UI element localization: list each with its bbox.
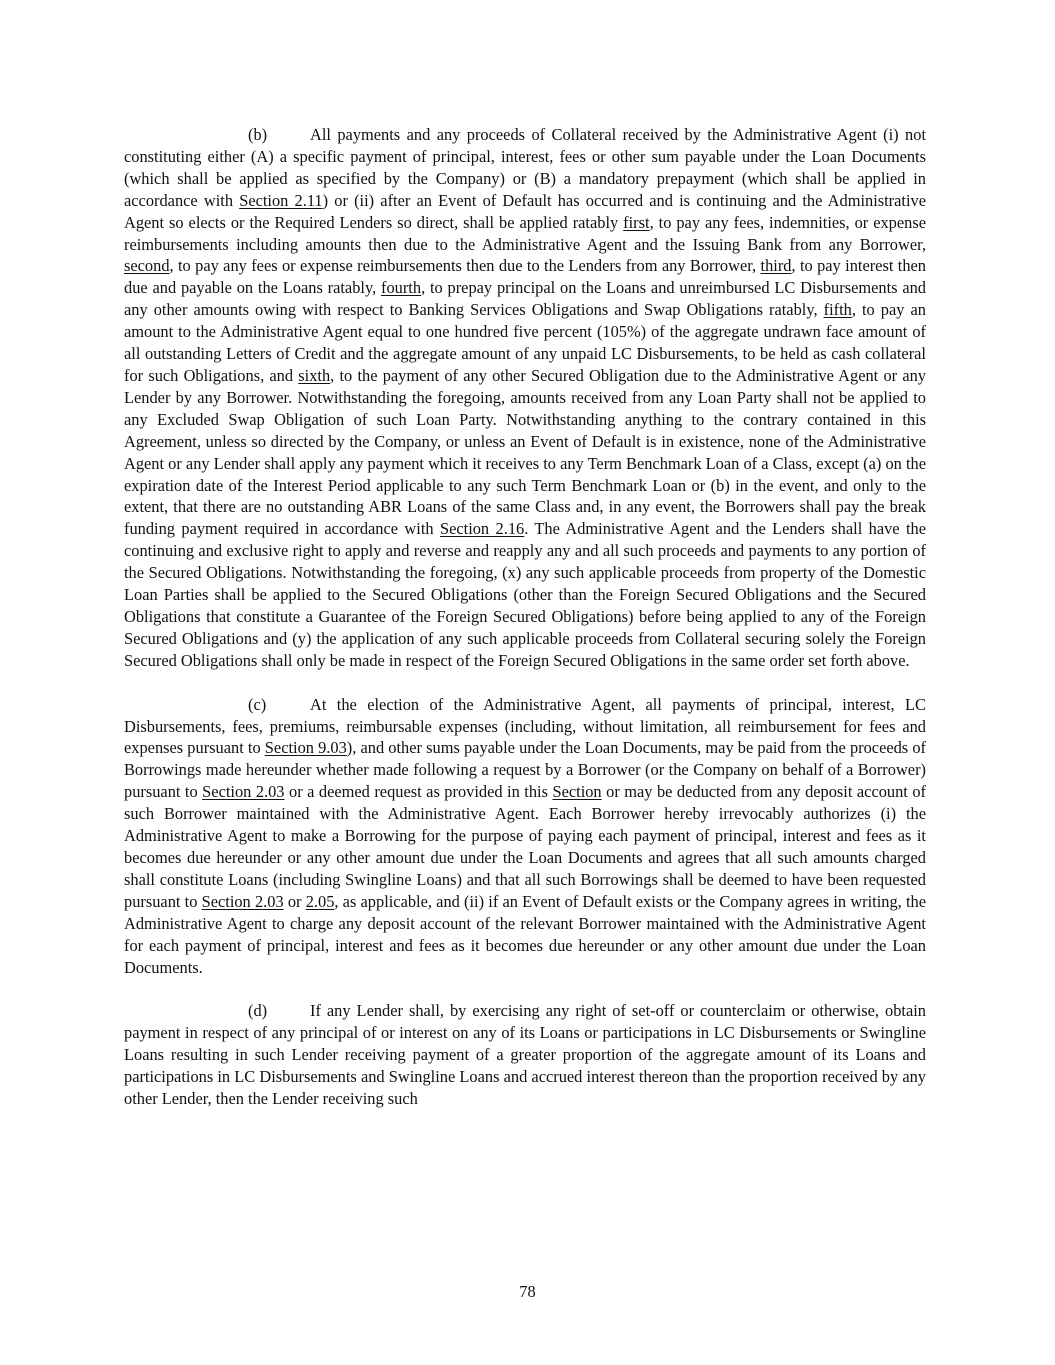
- ordinal-first: first: [623, 212, 650, 232]
- ordinal-third: third: [760, 256, 792, 276]
- text-run: , to pay an amount to the Administrative Agent equal to one hundred five percent (105%) of the aggregate undrawn face amount of all outstanding Letters of Credit and the aggregate amount of any unpaid LC Disbursements, to be held as cash collateral for such Obligations, and: [124, 300, 926, 385]
- text-run: , to prepay principal on the Loans and unreimbursed LC Disbursements and any other amounts owing with respect to Banking Services Obligations and Swap Obligations ratably,: [124, 278, 926, 320]
- section-ref-9-03[interactable]: Section 9.03: [264, 738, 347, 758]
- ordinal-fourth: fourth: [381, 278, 422, 298]
- paragraph-c: [124, 694, 926, 979]
- text-run: , to the payment of any other Secured Obligation due to the Administrative Agent or any Lender by any Borrower. Notwithstanding the foregoing, amounts received from any Loan Party shall not be applied to any Excluded Swap Obligation of such Loan Party. Notwithstanding anything to the contrary contained in this Agreement, unless so directed by the Company, or unless an Event of Default is in existence, none of the Administrative Agent or any Lender shall apply any payment which it receives to any Term Benchmark Loan of a Class, except (a) on the expiration date of the Interest Period applicable to any such Term Benchmark Loan or (b) in the event, and only to the extent, that there are no outstanding ABR Loans of the same Class and, in any event, the Borrowers shall pay the break funding payment required in accordance with: [124, 365, 926, 539]
- text-run: All payments and any proceeds of Collateral received by the Administrative Agent (i) not constituting either (A) a specific payment of principal, interest, fees or other sum payable under the Loan Documents (which shall be applied as specified by the Company) or (B) a mandatory prepayment (which shall be applied in accordance with: [124, 125, 926, 210]
- section-ref-2-11[interactable]: Section 2.11: [239, 190, 323, 210]
- page-number: 78: [519, 1282, 536, 1301]
- paragraph-d-text: [124, 1000, 926, 1110]
- text-run: At the election of the Administrative Agent, all payments of principal, interest, LC Disbursements, fees, premiums, reimbursable expenses (including, without limitation, all reimbursement for fees and expenses pursuant to: [124, 694, 926, 758]
- paragraph-label: (d): [248, 1001, 268, 1021]
- paragraph-b-text: [124, 124, 926, 672]
- section-ref-2-05[interactable]: 2.05: [305, 891, 335, 911]
- text-run: , as applicable, and (ii) if an Event of Default exists or the Company agrees in writing, the Administrative Agent to charge any deposit account of the relevant Borrower maintained with the Administrative Agent for each payment of principal, interest and fees as it becomes due hereunder or any other amount due under the Loan Documents.: [124, 891, 926, 977]
- text-run: ) or (ii) after an Event of Default has occurred and is continuing and the Administrative Agent so elects or the Required Lenders so direct, shall be applied ratably: [124, 190, 926, 232]
- text-run: , to pay any fees or expense reimbursements then due to the Lenders from any Borrower,: [169, 256, 761, 276]
- section-ref-2-03[interactable]: Section 2.03: [201, 891, 284, 911]
- text-run: , to pay any fees, indemnities, or expense reimbursements including amounts then due to the Administrative Agent and the Issuing Bank from any Borrower,: [124, 212, 926, 254]
- paragraph-d: [124, 1000, 926, 1110]
- text-run: If any Lender shall, by exercising any right of set-off or counterclaim or otherwise, obtain payment in respect of any principal of or interest on any of its Loans or participations in LC Disbursements or Swingline Loans resulting in such Lender receiving payment of a greater proportion of the aggregate amount of its Loans and participations in LC Disbursements and Swingline Loans and accrued interest thereon than the proportion received by any other Lender, then the Lender receiving such: [124, 1001, 926, 1109]
- text-run: or: [283, 891, 306, 911]
- text-run: , to pay interest then due and payable on the Loans ratably,: [124, 256, 926, 298]
- document-page: [124, 124, 926, 1132]
- text-run: . The Administrative Agent and the Lenders shall have the continuing and exclusive right to apply and reverse and reapply any and all such proceeds and payments to any portion of the Secured Obligations. Notwithstanding the foregoing, (x) any such applicable proceeds from property of the Domestic Loan Parties shall be applied to the Secured Obligations (other than the Foreign Secured Obligations and the Secured Obligations that constitute a Guarantee of the Foreign Secured Obligations) before being applied to any of the Foreign Secured Obligations and (y) the application of any such applicable proceeds from Collateral securing solely the Foreign Secured Obligations shall only be made in respect of the Foreign Secured Obligations in the same order set forth above.: [124, 519, 927, 670]
- paragraph-b: [124, 124, 926, 672]
- ordinal-second: second: [124, 256, 170, 276]
- section-ref[interactable]: Section: [552, 782, 602, 802]
- paragraph-c-text: [124, 694, 926, 979]
- paragraph-label: (c): [248, 694, 267, 714]
- text-run: or may be deducted from any deposit account of such Borrower maintained with the Administrative Agent. Each Borrower hereby irrevocably authorizes (i) the Administrative Agent to make a Borrowing for the purpose of paying each payment of principal, interest and fees as it becomes due hereunder or any other amount due under the Loan Documents and agrees that all such amounts charged shall constitute Loans (including Swingline Loans) and that all such Borrowings shall be deemed to have been requested pursuant to: [124, 782, 927, 911]
- section-ref-2-03[interactable]: Section 2.03: [202, 782, 285, 802]
- ordinal-sixth: sixth: [298, 365, 331, 385]
- text-run: ), and other sums payable under the Loan Documents, may be paid from the proceeds of Borrowings made hereunder whether made following a request by a Borrower (or the Company on behalf of a Borrower) pursuant to: [124, 738, 926, 802]
- section-ref-2-16[interactable]: Section 2.16: [439, 519, 525, 539]
- text-run: or a deemed request as provided in this: [284, 782, 553, 802]
- ordinal-fifth: fifth: [823, 300, 852, 320]
- paragraph-label: (b): [248, 125, 268, 144]
